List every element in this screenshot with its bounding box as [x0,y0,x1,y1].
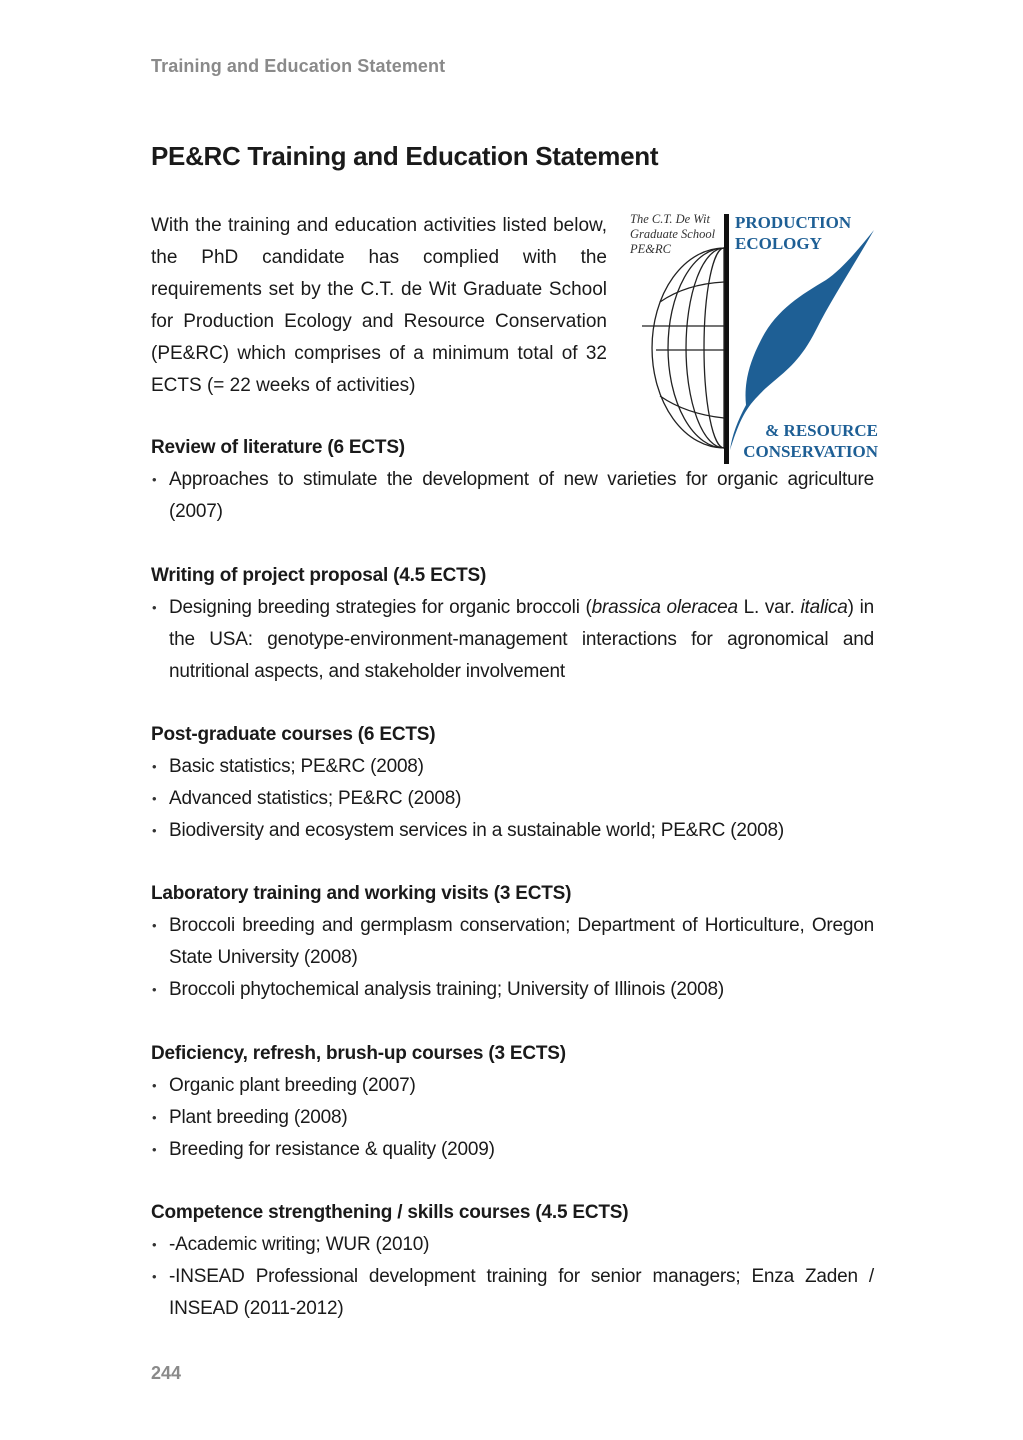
section-heading: Review of literature (6 ECTS) [151,437,405,458]
logo-production-ecology: PRODUCTION ECOLOGY [735,213,852,253]
pe-rc-logo [626,210,878,464]
list-item: • Designing breeding strategies for organic broccoli (brassica oleracea L. var. italica) in the USA: genotype-environment-management interactions for agronomical and nutritional aspects, and stakeholder involvement [151,592,874,688]
logo-resource-conservation: & RESOURCE CONSERVATION [743,421,878,461]
section-heading: Laboratory training and working visits (3 ECTS) [151,883,572,904]
section-competence-strengthening [151,1197,874,1325]
section-heading: Post-graduate courses (6 ECTS) [151,724,436,745]
list-item: • Breeding for resistance & quality (2009) [151,1134,874,1166]
list-item: • Advanced statistics; PE&RC (2008) [151,783,874,815]
section-heading: Competence strengthening / skills courses (4.5 ECTS) [151,1202,629,1223]
logo-school-name: The C.T. De Wit Graduate School PE&RC [630,212,716,256]
list-item: • Organic plant breeding (2007) [151,1070,874,1102]
list-item: • Biodiversity and ecosystem services in a sustainable world; PE&RC (2008) [151,815,874,847]
page-number: 244 [151,1363,182,1383]
list-item: • -INSEAD Professional development training for senior managers; Enza Zaden / INSEAD (2011-2012) [151,1261,874,1325]
list-item: • Broccoli phytochemical analysis training; University of Illinois (2008) [151,974,874,1006]
list-item: • Plant breeding (2008) [151,1102,874,1134]
list-item: • -Academic writing; WUR (2010) [151,1229,874,1261]
list-item: • Approaches to stimulate the development of new varieties for organic agriculture (2007) [151,464,874,528]
section-deficiency-courses [151,1038,874,1166]
running-head: Training and Education Statement [151,56,446,76]
intro-paragraph: With the training and education activities listed below, the PhD candidate has complied with the requirements set by the C.T. de Wit Graduate School for Production Ecology and Resource Conservation (PE&RC) which comprises of a minimum total of 32 ECTS (= 22 weeks of activities) [151,215,607,396]
list-item: • Broccoli breeding and germplasm conservation; Department of Horticulture, Oregon State University (2008) [151,910,874,974]
section-post-graduate-courses [151,719,874,847]
section-project-proposal [151,560,874,688]
section-heading: Writing of project proposal (4.5 ECTS) [151,565,487,586]
section-heading: Deficiency, refresh, brush-up courses (3 ECTS) [151,1043,566,1064]
list-item: • Basic statistics; PE&RC (2008) [151,751,874,783]
section-review-of-literature [151,432,874,528]
section-laboratory-training [151,878,874,1006]
page-title: PE&RC Training and Education Statement [151,141,659,171]
